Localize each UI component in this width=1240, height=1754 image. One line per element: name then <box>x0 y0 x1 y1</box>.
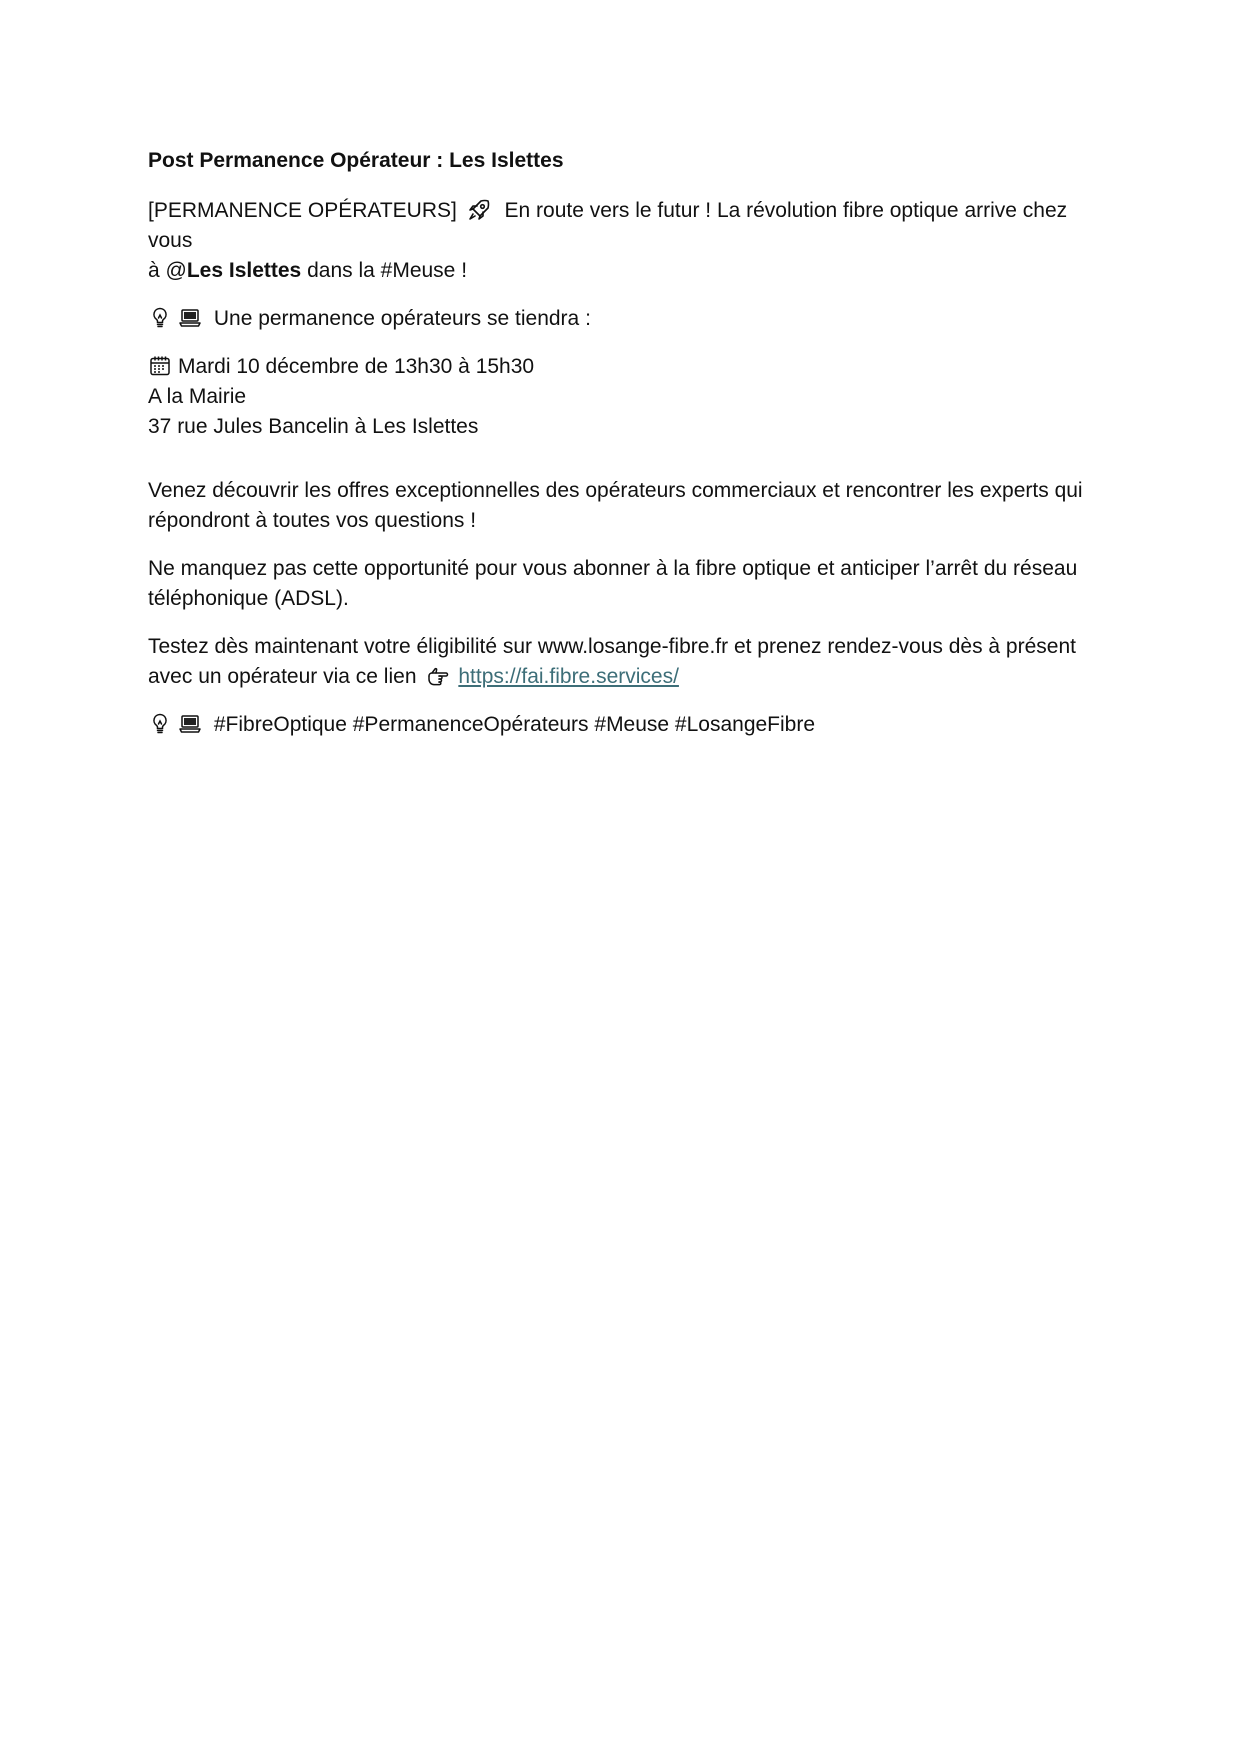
pointing-hand-icon <box>426 664 450 688</box>
laptop-icon <box>178 306 202 330</box>
eligibility-paragraph <box>148 632 1098 692</box>
intro-location-bold: Les Islettes <box>186 259 302 282</box>
document-title: Post Permanence Opérateur : Les Islettes <box>148 149 564 172</box>
event-date: Mardi 10 décembre de 13h30 à 15h30 <box>178 355 535 378</box>
event-place: A la Mairie <box>148 385 247 408</box>
offers-paragraph: Venez découvrir les offres exceptionnelles des opérateurs commerciaux et rencontrer les experts qui répondront à toutes vos questions ! <box>148 479 1083 532</box>
intro-line2-prefix: à @ <box>148 259 187 282</box>
intro-sentence: En route vers le futur ! La révolution fibre optique arrive chez vous <box>148 199 1068 252</box>
announce-text: Une permanence opérateurs se tiendra : <box>213 307 591 330</box>
hashtags-text: #FibreOptique #PermanenceOpérateurs #Meuse #LosangeFibre <box>213 713 816 736</box>
hashtags-paragraph <box>148 710 1098 740</box>
intro-line2-suffix: dans la #Meuse ! <box>307 259 468 282</box>
lightbulb-icon <box>148 306 172 330</box>
announce-paragraph <box>148 304 1098 334</box>
intro-paragraph <box>148 196 1098 286</box>
adsl-paragraph: Ne manquez pas cette opportunité pour vous abonner à la fibre optique et anticiper l’arrêt du réseau téléphonique (ADSL). <box>148 557 1078 610</box>
event-address: 37 rue Jules Bancelin à Les Islettes <box>148 415 479 438</box>
rocket-icon <box>467 198 491 222</box>
lightbulb-icon <box>148 712 172 736</box>
intro-tag: [PERMANENCE OPÉRATEURS] <box>148 199 457 222</box>
document-page <box>148 146 1098 758</box>
calendar-icon <box>148 354 172 378</box>
laptop-icon <box>178 712 202 736</box>
fibre-services-link[interactable]: https://fai.fibre.services/ <box>458 665 679 688</box>
event-details <box>148 352 1098 442</box>
eligibility-text: Testez dès maintenant votre éligibilité sur www.losange-fibre.fr et prenez rendez-vous dès à présent avec un opérateur via ce lien <box>148 635 1076 688</box>
